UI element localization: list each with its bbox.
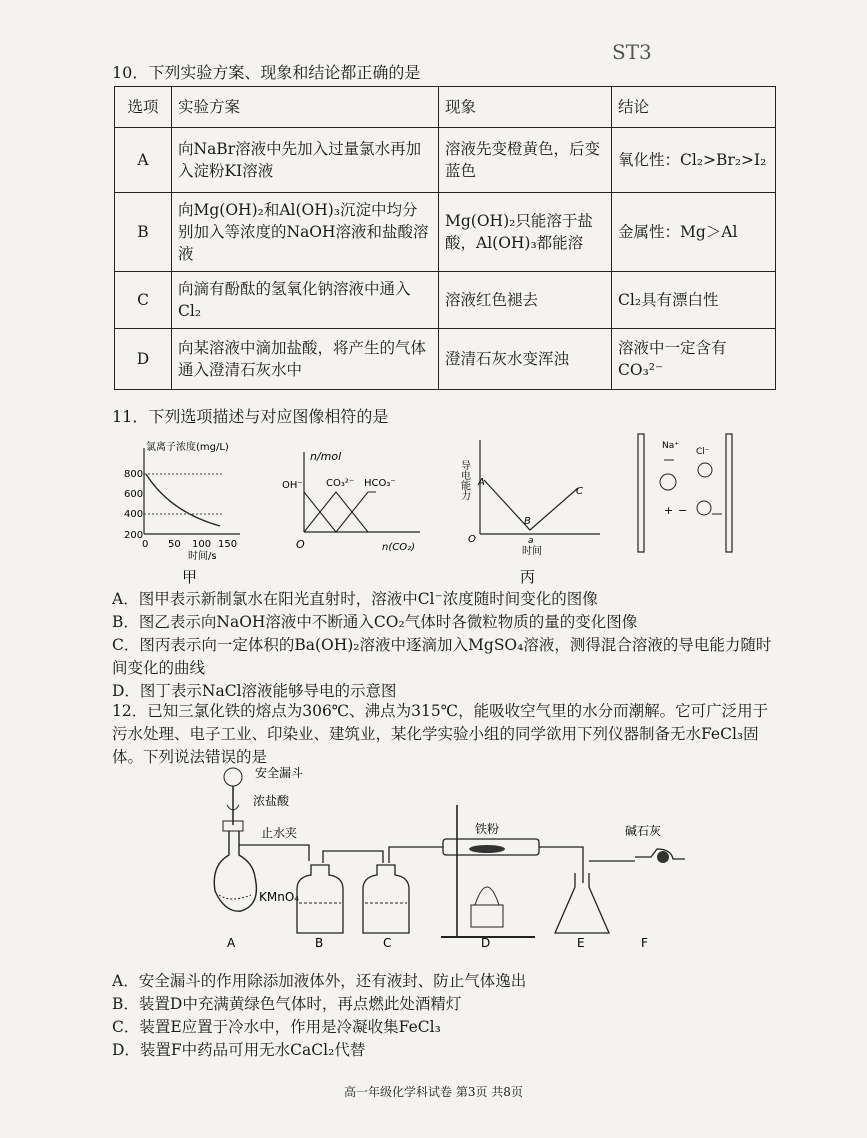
row-conclusion: 溶液中一定含有CO₃²⁻ bbox=[612, 329, 776, 390]
label-iron: 铁粉 bbox=[475, 822, 500, 836]
device-a: A bbox=[227, 936, 236, 950]
graph-bing-xlabel: 时间 bbox=[522, 546, 542, 557]
graph-jia-ytick: 400 bbox=[124, 509, 144, 520]
q11-option-c: C．图丙表示向一定体积的Ba(OH)₂溶液中逐滴加入MgSO₄溶液，测得混合溶液的导电能力随时间变化的曲线 bbox=[112, 636, 772, 677]
graph-jia-xtick: 150 bbox=[218, 539, 238, 550]
graph-bing-point: C bbox=[576, 486, 583, 497]
label-clamp: 止水夹 bbox=[261, 826, 298, 840]
graph-yi-species: CO₃²⁻ bbox=[326, 478, 355, 489]
header-conclusion: 结论 bbox=[612, 87, 776, 128]
apparatus-diagram bbox=[205, 765, 695, 955]
row-plan: 向Mg(OH)₂和Al(OH)₃沉淀中均分别加入等浓度的NaOH溶液和盐酸溶液 bbox=[172, 193, 439, 272]
graph-bing-caption: 丙 bbox=[520, 568, 536, 586]
header-option: 选项 bbox=[115, 87, 172, 128]
table-header-row bbox=[115, 87, 776, 128]
device-c: C bbox=[383, 936, 392, 950]
graph-jia-xtick: 0 bbox=[142, 539, 149, 550]
question-11-options bbox=[112, 588, 782, 703]
graph-ding-sign: − bbox=[678, 504, 688, 517]
row-plan: 向某溶液中滴加盐酸，将产生的气体通入澄清石灰水中 bbox=[172, 329, 439, 390]
row-option: B bbox=[115, 193, 172, 272]
row-conclusion: 氧化性：Cl₂>Br₂>I₂ bbox=[612, 128, 776, 193]
experiment-table bbox=[114, 86, 776, 390]
header-phenomenon: 现象 bbox=[439, 87, 612, 128]
graph-jia-xtick: 100 bbox=[192, 539, 212, 550]
graph-yi-species: OH⁻ bbox=[282, 480, 303, 491]
graph-jia-ytick: 200 bbox=[124, 530, 144, 541]
label-acid: 浓盐酸 bbox=[253, 794, 290, 808]
graph-ding bbox=[630, 430, 740, 560]
label-kmno4: KMnO₄ bbox=[259, 890, 300, 904]
graph-yi-species: HCO₃⁻ bbox=[364, 478, 396, 489]
graph-bing-curve bbox=[484, 480, 578, 530]
row-phenomenon: 溶液先变橙黄色，后变蓝色 bbox=[439, 128, 612, 193]
q11-option-b: B．图乙表示向NaOH溶液中不断通入CO₂气体时各微粒物质的量的变化图像 bbox=[112, 613, 638, 631]
header-plan: 实验方案 bbox=[172, 87, 439, 128]
table-row bbox=[115, 329, 776, 390]
q11-option-d: D．图丁表示NaCl溶液能够导电的示意图 bbox=[112, 682, 397, 700]
table-row bbox=[115, 128, 776, 193]
graph-bing-ylabel: 导电能力 bbox=[458, 460, 470, 500]
graph-bing bbox=[460, 430, 610, 590]
graph-jia-ytick: 600 bbox=[124, 489, 144, 500]
device-f: F bbox=[641, 936, 648, 950]
row-option: A bbox=[115, 128, 172, 193]
row-option: C bbox=[115, 272, 172, 329]
row-plan: 向滴有酚酞的氢氧化钠溶液中通入Cl₂ bbox=[172, 272, 439, 329]
q12-option-d: D．装置F中药品可用无水CaCl₂代替 bbox=[112, 1041, 366, 1059]
page-footer: 高一年级化学科试卷 第3页 共8页 bbox=[344, 1085, 523, 1099]
graph-jia-ytick: 800 bbox=[124, 469, 144, 480]
label-lime: 碱石灰 bbox=[625, 824, 662, 838]
q12-option-a: A．安全漏斗的作用除添加液体外，还有液封、防止气体逸出 bbox=[112, 972, 527, 990]
row-conclusion: 金属性：Mg＞Al bbox=[612, 193, 776, 272]
graph-jia-curve bbox=[146, 474, 220, 526]
label-funnel: 安全漏斗 bbox=[255, 766, 304, 780]
graph-jia-caption: 甲 bbox=[182, 568, 198, 586]
q11-option-a: A．图甲表示新制氯水在阳光直射时，溶液中Cl⁻浓度随时间变化的图像 bbox=[112, 590, 598, 608]
device-d: D bbox=[481, 936, 491, 950]
device-e: E bbox=[577, 936, 585, 950]
graph-bing-point: A bbox=[478, 477, 485, 488]
q12-option-b: B．装置D中充满黄绿色气体时，再点燃此处酒精灯 bbox=[112, 995, 462, 1013]
row-phenomenon: Mg(OH)₂只能溶于盐酸，Al(OH)₃都能溶 bbox=[439, 193, 612, 272]
corner-mark: ST3 bbox=[612, 40, 652, 64]
graph-bing-point: B bbox=[524, 516, 531, 527]
table-row bbox=[115, 193, 776, 272]
graph-jia-ylabel: 氯离子浓度(mg/L) bbox=[146, 442, 229, 453]
graph-bing-xmark: a bbox=[528, 536, 534, 546]
row-plan: 向NaBr溶液中先加入过量氯水再加入淀粉KI溶液 bbox=[172, 128, 439, 193]
question-11-stem: 11．下列选项描述与对应图像相符的是 bbox=[112, 407, 389, 426]
row-option: D bbox=[115, 329, 172, 390]
graph-yi-ylabel: n/mol bbox=[310, 450, 342, 463]
graph-yi-origin: O bbox=[296, 538, 305, 551]
graph-bing-origin: O bbox=[468, 534, 476, 545]
row-conclusion: Cl₂具有漂白性 bbox=[612, 272, 776, 329]
graph-ding-ion: Cl⁻ bbox=[696, 447, 710, 457]
question-11-graphs bbox=[110, 430, 790, 590]
graph-jia bbox=[110, 430, 260, 590]
question-12-options bbox=[112, 970, 782, 1062]
graph-jia-xlabel: 时间/s bbox=[188, 551, 217, 562]
graph-yi-xlabel: n(CO₂) bbox=[382, 542, 416, 553]
question-12-stem: 12．已知三氯化铁的熔点为306℃、沸点为315℃，能吸收空气里的水分而潮解。它可广泛用于污水处理、电子工业、印染业、建筑业，某化学实验小组的同学欲用下列仪器制备无水FeCl₃固体。下列说法错误的是 bbox=[112, 702, 769, 766]
graph-ding-sign: + bbox=[664, 504, 674, 517]
row-phenomenon: 澄清石灰水变浑浊 bbox=[439, 329, 612, 390]
device-b: B bbox=[315, 936, 324, 950]
q12-option-c: C．装置E应置于冷水中，作用是冷凝收集FeCl₃ bbox=[112, 1018, 441, 1036]
row-phenomenon: 溶液红色褪去 bbox=[439, 272, 612, 329]
table-row bbox=[115, 272, 776, 329]
graph-jia-xtick: 50 bbox=[168, 539, 181, 550]
question-10-stem: 10．下列实验方案、现象和结论都正确的是 bbox=[112, 63, 421, 82]
graph-ding-ion: Na⁺ bbox=[662, 441, 679, 451]
graph-yi bbox=[280, 430, 430, 590]
